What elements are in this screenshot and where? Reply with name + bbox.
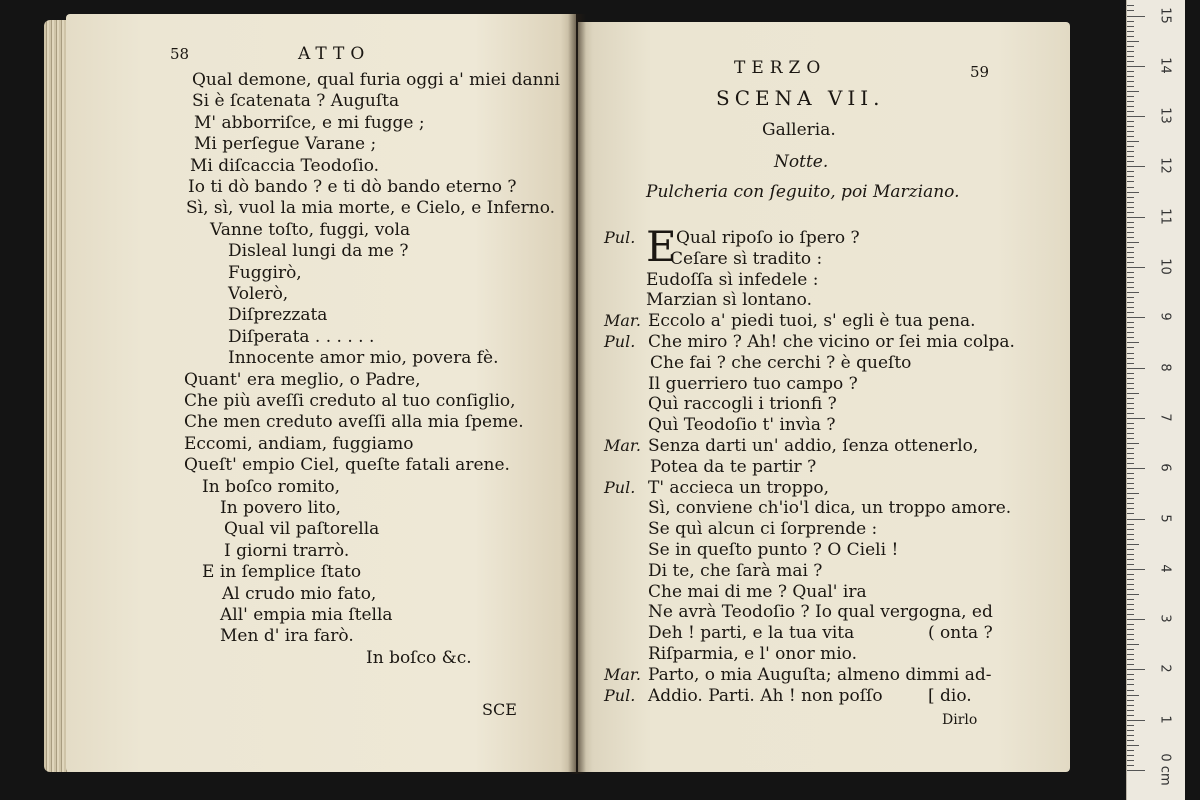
verse-line: In boſco &c. xyxy=(366,647,472,668)
ruler-tick xyxy=(1127,664,1134,665)
ruler-tick xyxy=(1127,322,1134,323)
ruler-tick xyxy=(1127,66,1145,67)
ruler-tick xyxy=(1127,453,1134,454)
ruler-tick xyxy=(1127,760,1134,761)
dialogue-line: Sì, conviene ch'io'l dica, un troppo amore. xyxy=(648,498,1012,519)
ruler-tick xyxy=(1127,96,1134,97)
ruler-tick xyxy=(1127,166,1145,167)
right-running-head: TERZO xyxy=(734,58,827,78)
ruler-tick xyxy=(1127,161,1134,162)
ruler-tick xyxy=(1127,91,1139,92)
ruler-tick xyxy=(1127,36,1134,37)
ruler-tick xyxy=(1127,106,1134,107)
ruler-tick xyxy=(1127,730,1134,731)
ruler-tick xyxy=(1127,21,1134,22)
ruler-tick xyxy=(1127,740,1134,741)
ruler-tick xyxy=(1127,302,1134,303)
verse-line: Qual demone, qual furia oggi a' miei danni xyxy=(192,70,560,90)
ruler-tick xyxy=(1127,272,1134,273)
ruler-tick xyxy=(1127,388,1134,389)
ruler-tick xyxy=(1127,574,1134,575)
ruler-tick xyxy=(1127,594,1139,595)
dialogue-line: Eudoſſa sì infedele : xyxy=(646,269,819,290)
ruler-tick xyxy=(1127,705,1134,706)
ruler-tick xyxy=(1127,554,1134,555)
ruler-label: 1 xyxy=(1157,715,1173,724)
ruler-tick xyxy=(1127,337,1134,338)
ruler-label: 4 xyxy=(1157,564,1173,573)
ruler-tick xyxy=(1127,176,1134,177)
ruler-tick xyxy=(1127,695,1139,696)
ruler-tick xyxy=(1127,282,1134,283)
dialogue-line: Potea da te partir ? xyxy=(650,456,817,477)
verse-line: Che più aveſſi creduto al tuo conſiglio, xyxy=(184,391,516,411)
ruler-tick xyxy=(1127,443,1139,444)
ruler-tick xyxy=(1127,423,1134,424)
ruler-tick xyxy=(1127,373,1134,374)
ruler-tick xyxy=(1127,669,1145,670)
ruler-label: 10 xyxy=(1157,258,1173,275)
ruler-tick xyxy=(1127,498,1134,499)
ruler-tick xyxy=(1127,81,1134,82)
turnover-text: [ dio. xyxy=(928,685,972,706)
ruler-tick xyxy=(1127,488,1134,489)
ruler-label: 2 xyxy=(1157,664,1173,674)
ruler-tick xyxy=(1127,202,1134,203)
ruler-tick xyxy=(1127,403,1134,404)
ruler-tick xyxy=(1127,529,1134,530)
ruler-tick xyxy=(1127,287,1134,288)
ruler-tick xyxy=(1127,307,1134,308)
dialogue-line: Che miro ? Ah! che vicino or ſei mia colpa. xyxy=(648,332,1015,352)
ruler-tick xyxy=(1127,584,1134,585)
ruler-tick xyxy=(1127,684,1134,685)
verse-line: In povero lito, xyxy=(220,498,341,518)
ruler-tick xyxy=(1127,710,1134,711)
ruler-tick xyxy=(1127,227,1134,228)
verse-line: Sì, sì, vuol la mia morte, e Cielo, e Inferno. xyxy=(186,198,556,219)
ruler-tick xyxy=(1127,297,1134,298)
left-page-number: 58 xyxy=(170,45,190,63)
ruler-tick xyxy=(1127,61,1134,62)
ruler-label: 0 cm xyxy=(1157,753,1173,786)
ruler-label: 8 xyxy=(1157,362,1173,372)
ruler-tick xyxy=(1127,262,1134,263)
ruler-tick xyxy=(1127,674,1134,675)
ruler-label: 11 xyxy=(1157,207,1173,225)
left-catchword: SCE xyxy=(482,700,517,719)
verse-line: Io ti dò bando ? e ti dò bando eterno ? xyxy=(188,177,517,197)
ruler-label: 7 xyxy=(1157,413,1173,422)
dialogue-line: Che mai di me ? Qual' ira xyxy=(648,581,867,602)
ruler-tick xyxy=(1127,31,1134,32)
ruler-label: 9 xyxy=(1157,312,1173,321)
ruler-tick xyxy=(1127,544,1139,545)
verse-line: Vanne toſto, fuggi, vola xyxy=(210,219,411,240)
ruler-tick xyxy=(1127,559,1134,560)
ruler-tick xyxy=(1127,312,1134,313)
ruler-tick xyxy=(1127,197,1134,198)
ruler-tick xyxy=(1127,101,1134,102)
ruler-tick xyxy=(1127,181,1134,182)
ruler-tick xyxy=(1127,604,1134,605)
ruler-tick xyxy=(1127,679,1134,680)
ruler-tick xyxy=(1127,71,1134,72)
right-page xyxy=(578,22,1070,772)
speaker-label: Pul. xyxy=(604,477,636,497)
ruler-tick xyxy=(1127,433,1134,434)
ruler-tick xyxy=(1127,413,1134,414)
verse-line: E in ſemplice ſtato xyxy=(202,562,362,583)
ruler-tick xyxy=(1127,10,1134,11)
ruler-label: 12 xyxy=(1157,157,1173,175)
dialogue-line: Eccolo a' piedi tuoi, s' egli è tua pena. xyxy=(648,311,976,332)
dialogue-line: Se quì alcun ci ſorprende : xyxy=(648,519,878,540)
ruler-label: 3 xyxy=(1157,614,1173,623)
ruler-tick xyxy=(1127,358,1134,359)
speaker-label: Pul. xyxy=(604,685,636,705)
ruler-tick xyxy=(1127,121,1134,122)
ruler-tick xyxy=(1127,735,1134,736)
ruler-tick xyxy=(1127,217,1145,218)
ruler-tick xyxy=(1127,277,1134,278)
ruler-tick xyxy=(1127,51,1134,52)
dialogue-line: Parto, o mia Auguſta; almeno dimmi ad- xyxy=(648,664,992,685)
ruler-tick xyxy=(1127,353,1134,354)
dialogue-line: Il guerriero tuo campo ? xyxy=(648,373,858,394)
ruler-tick xyxy=(1127,5,1134,6)
ruler-tick xyxy=(1127,770,1145,771)
ruler-tick xyxy=(1127,609,1134,610)
ruler-tick xyxy=(1127,725,1134,726)
ruler-tick xyxy=(1127,192,1139,193)
ruler-tick xyxy=(1127,368,1145,369)
ruler-tick xyxy=(1127,232,1134,233)
ruler-tick xyxy=(1127,342,1139,343)
ruler-label: 6 xyxy=(1157,463,1173,472)
drop-capital: E xyxy=(646,222,677,271)
ruler-tick xyxy=(1127,579,1134,580)
verse-line: In boſco romito, xyxy=(202,476,341,497)
verse-line: Eccomi, andiam, fuggiamo xyxy=(184,433,414,454)
ruler-tick xyxy=(1127,146,1134,147)
ruler-tick xyxy=(1127,519,1145,520)
dialogue-line: Se in queſto punto ? O Cieli ! xyxy=(648,540,899,560)
ruler-tick xyxy=(1127,438,1134,439)
ruler-tick xyxy=(1127,393,1139,394)
verse-line: Disleal lungi da me ? xyxy=(228,241,409,262)
book-gutter xyxy=(568,14,586,774)
ruler-tick xyxy=(1127,398,1134,399)
dialogue-line: Senza darti un' addio, ſenza ottenerlo, xyxy=(648,436,979,456)
ruler-tick xyxy=(1127,222,1134,223)
ruler-label: 5 xyxy=(1157,513,1173,523)
verse-line: Queſt' empio Ciel, queſte fatali arene. xyxy=(184,455,510,476)
ruler-tick xyxy=(1127,151,1134,152)
ruler-tick xyxy=(1127,745,1139,746)
ruler-tick xyxy=(1127,156,1134,157)
ruler-tick xyxy=(1127,327,1134,328)
scene-time: Notte. xyxy=(774,152,829,172)
ruler-tick xyxy=(1127,715,1134,716)
ruler-tick xyxy=(1127,624,1134,625)
ruler-label: 14 xyxy=(1157,57,1173,74)
speaker-label: Mar. xyxy=(604,436,641,455)
ruler-tick xyxy=(1127,639,1134,640)
ruler-tick xyxy=(1127,599,1134,600)
ruler-tick xyxy=(1127,493,1139,494)
ruler-tick xyxy=(1127,136,1134,137)
ruler-tick xyxy=(1127,589,1134,590)
verse-line: Quant' era meglio, o Padre, xyxy=(184,369,421,390)
dialogue-line: Che fai ? che cerchi ? è queſto xyxy=(650,352,912,373)
speaker-label: Pul. xyxy=(604,228,636,247)
ruler-tick xyxy=(1127,317,1145,318)
ruler-tick xyxy=(1127,629,1134,630)
ruler-tick xyxy=(1127,644,1139,645)
ruler-tick xyxy=(1127,347,1134,348)
dialogue-line: Riſparmia, e l' onor mio. xyxy=(648,644,857,664)
ruler-tick xyxy=(1127,463,1134,464)
dialogue-line: Ceſare sì tradito : xyxy=(670,248,823,269)
ruler-tick xyxy=(1127,448,1134,449)
ruler-tick xyxy=(1127,649,1134,650)
dialogue-line: Marzian sì lontano. xyxy=(646,290,812,311)
ruler-tick xyxy=(1127,116,1145,117)
dialogue-line: Di te, che ſarà mai ? xyxy=(648,560,823,581)
ruler-tick xyxy=(1127,750,1134,751)
speaker-label: Mar. xyxy=(604,664,641,684)
ruler-tick xyxy=(1127,700,1134,701)
ruler-tick xyxy=(1127,408,1134,409)
ruler-tick xyxy=(1127,46,1134,47)
ruler-tick xyxy=(1127,458,1134,459)
ruler-tick xyxy=(1127,614,1134,615)
dialogue-line: Deh ! parti, e la tua vita xyxy=(648,623,855,644)
turnover-text: ( onta ? xyxy=(928,623,993,644)
ruler-tick xyxy=(1127,634,1134,635)
ruler-tick xyxy=(1127,26,1134,27)
ruler-tick xyxy=(1127,267,1145,268)
ruler-tick xyxy=(1127,468,1145,469)
right-page-number: 59 xyxy=(970,63,990,81)
ruler-tick xyxy=(1127,207,1134,208)
ruler-tick xyxy=(1127,549,1134,550)
left-running-head: ATTO xyxy=(298,44,371,64)
verse-line: Al crudo mio fato, xyxy=(222,583,377,604)
ruler-tick xyxy=(1127,428,1134,429)
ruler-tick xyxy=(1127,690,1134,691)
verse-line: M' abborriſce, e mi fugge ; xyxy=(194,112,425,133)
ruler-tick xyxy=(1127,76,1134,77)
speaker-label: Mar. xyxy=(604,311,641,331)
ruler-tick xyxy=(1127,483,1134,484)
verse-line: Qual vil paſtorella xyxy=(224,519,380,540)
scene-title: SCENA VII. xyxy=(716,86,885,110)
verse-line: Diſperata . . . . . . xyxy=(228,326,375,347)
ruler-tick xyxy=(1127,755,1134,756)
ruler-tick xyxy=(1127,252,1134,253)
ruler-tick xyxy=(1127,257,1134,258)
verse-line: Si è ſcatenata ? Auguſta xyxy=(192,91,400,112)
ruler-tick xyxy=(1127,171,1134,172)
verse-line: Mi perſegue Varane ; xyxy=(194,134,377,155)
ruler-tick xyxy=(1127,141,1139,142)
verse-line: Fuggirò, xyxy=(228,262,302,283)
ruler-tick xyxy=(1127,16,1145,17)
ruler-tick xyxy=(1127,237,1134,238)
ruler-label: 13 xyxy=(1157,107,1173,124)
ruler-tick xyxy=(1127,503,1134,504)
ruler-tick xyxy=(1127,111,1134,112)
ruler-tick xyxy=(1127,383,1134,384)
ruler-tick xyxy=(1127,126,1134,127)
dialogue-line: Addio. Parti. Ah ! non poſſo xyxy=(648,685,883,706)
ruler-tick xyxy=(1127,539,1134,540)
ruler-tick xyxy=(1127,478,1134,479)
ruler-tick xyxy=(1127,212,1134,213)
verse-line: I giorni trarrò. xyxy=(224,540,350,561)
speaker-label: Pul. xyxy=(604,332,636,351)
ruler-tick xyxy=(1127,247,1134,248)
ruler-tick xyxy=(1127,332,1134,333)
ruler-tick xyxy=(1127,418,1145,419)
ruler-tick xyxy=(1127,41,1139,42)
verse-line: Men d' ira farò. xyxy=(220,626,354,647)
ruler-tick xyxy=(1127,659,1134,660)
ruler-tick xyxy=(1127,513,1134,514)
scene-setting: Galleria. xyxy=(762,120,836,140)
dialogue-line: Ne avrà Teodoſio ? Io qual vergogna, ed xyxy=(648,602,993,623)
verse-line: Mi diſcaccia Teodoſio. xyxy=(190,155,380,176)
ruler-tick xyxy=(1127,508,1134,509)
verse-line: Volerò, xyxy=(228,284,289,304)
ruler-tick xyxy=(1127,242,1139,243)
ruler-tick xyxy=(1127,569,1145,570)
left-page xyxy=(66,14,576,772)
ruler-tick xyxy=(1127,86,1134,87)
ruler-tick xyxy=(1127,765,1134,766)
scene-characters: Pulcheria con ſeguito, poi Marziano. xyxy=(646,182,960,202)
measuring-ruler xyxy=(1126,0,1185,800)
ruler-tick xyxy=(1127,564,1134,565)
right-catchword: Dirlo xyxy=(942,712,978,728)
ruler-tick xyxy=(1127,56,1134,57)
dialogue-line: Qual ripoſo io ſpero ? xyxy=(676,228,860,248)
dialogue-line: T' accieca un troppo, xyxy=(648,477,830,498)
ruler-label: 15 xyxy=(1157,6,1173,24)
ruler-tick xyxy=(1127,534,1134,535)
ruler-tick xyxy=(1127,187,1134,188)
verse-line: Che men creduto aveſſi alla mia ſpeme. xyxy=(184,412,524,433)
ruler-tick xyxy=(1127,720,1145,721)
ruler-tick xyxy=(1127,654,1134,655)
verse-line: Diſprezzata xyxy=(228,305,328,326)
ruler-tick xyxy=(1127,363,1134,364)
verse-line: All' empia mia ſtella xyxy=(220,605,393,625)
ruler-tick xyxy=(1127,524,1134,525)
ruler-tick xyxy=(1127,292,1139,293)
ruler-tick xyxy=(1127,473,1134,474)
ruler-tick xyxy=(1127,619,1145,620)
ruler-tick xyxy=(1127,131,1134,132)
verse-line: Innocente amor mio, povera fè. xyxy=(228,348,499,369)
ruler-tick xyxy=(1127,378,1134,379)
dialogue-line: Quì raccogli i trionfi ? xyxy=(648,394,837,415)
dialogue-line: Quì Teodoſio t' invìa ? xyxy=(648,415,836,436)
